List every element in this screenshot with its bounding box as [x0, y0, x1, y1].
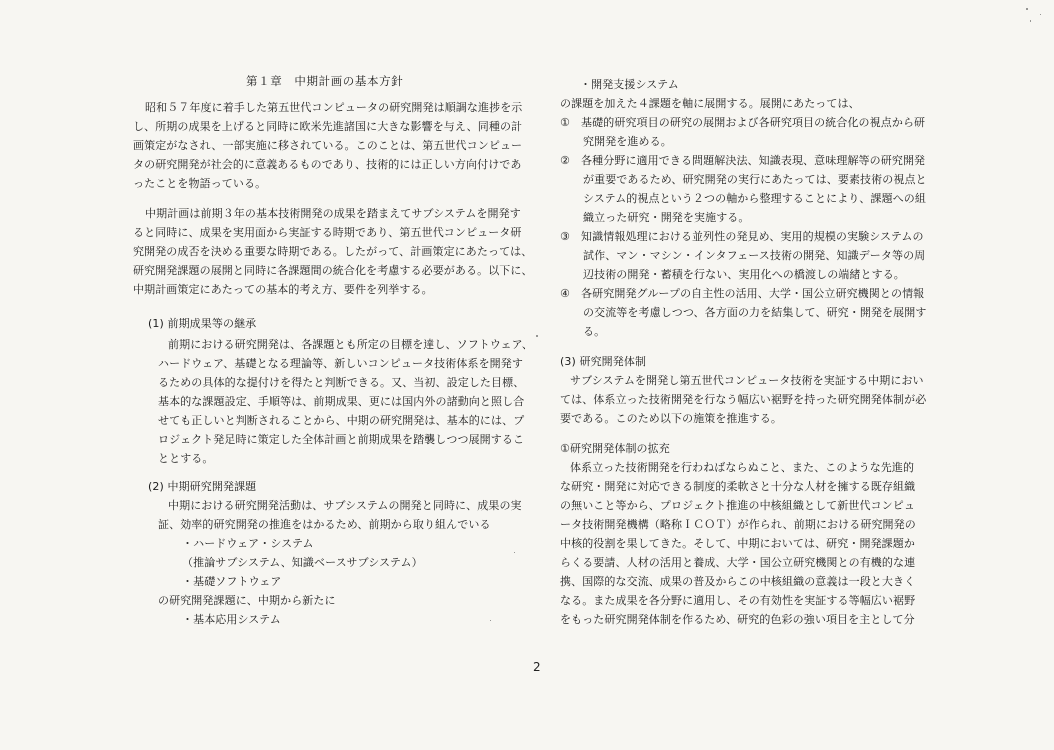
- page-number: 2: [533, 660, 541, 674]
- paragraph-line: 研究開発課題の展開と同時に各課題間の統合化を考慮する必要がある。以下に、: [133, 264, 533, 277]
- paragraph-line: し、所期の成果を上げると同時に欧米先進諸国に大きな影響を与え、同種の計: [133, 120, 523, 133]
- paragraph-line: の課題を加えた４課題を軸に展開する。展開にあたっては、: [560, 97, 860, 110]
- numbered-item: ② 各種分野に適用できる問題解決法、知識表現、意味理解等の研究開発: [560, 154, 926, 167]
- scan-speck: [536, 335, 538, 337]
- paragraph-line: の交流等を考慮しつつ、各方面の力を結集して、研究・開発を展開す: [583, 306, 927, 319]
- list-item: ・ハードウェア・システム: [182, 537, 314, 550]
- paragraph-line: 中期計画は前期３年の基本技術開発の成果を踏まえてサブシステムを開発す: [145, 207, 521, 220]
- subsection-heading: ①研究開発体制の拡充: [560, 442, 670, 455]
- scan-speck: [514, 552, 515, 553]
- paragraph-line: 中核的役割を果してきた。そして、中期においては、研究・開発課題か: [560, 537, 915, 550]
- numbered-item: ③ 知識情報処理における並列性の発見め、実用的規模の実験システムの: [560, 230, 924, 243]
- paragraph-line: ータ技術開発機構（略称ＩＣＯＴ）が作られ、前期における研究開発の: [560, 518, 916, 531]
- scan-speck: [1026, 8, 1028, 10]
- paragraph-line: 前期における研究開発は、各課題とも所定の目標を達し、ソフトウェア、: [168, 338, 533, 351]
- numbered-item: ① 基礎的研究項目の研究の展開および各研究項目の統合化の視点から研: [560, 116, 926, 129]
- list-item: （推論サブシステム、知識ベースサブシステム）: [182, 556, 423, 569]
- paragraph-line: ハードウェア、基礎となる理論等、新しいコンピュータ技術体系を開発す: [158, 357, 523, 370]
- paragraph-line: せても正しいと判断されることから、中期の研究開発は、基本的には、プ: [158, 414, 525, 427]
- section-heading: (3) 研究開発体制: [560, 355, 647, 368]
- section-heading: (2) 中期研究開発課題: [148, 480, 257, 493]
- paragraph-line: るための具体的な提付けを得たと判断できる。又、当初、設定した目標、: [158, 376, 525, 389]
- paragraph-line: ロジェクト発足時に策定した全体計画と前期成果を踏襲しつつ展開するこ: [158, 433, 525, 446]
- paragraph-line: ととする。: [158, 452, 214, 465]
- paragraph-line: をもった研究開発体制を作るため、研究的色彩の強い項目を主として分: [560, 613, 915, 626]
- paragraph-line: 究開発を進める。: [583, 135, 672, 148]
- scan-speck: [1030, 20, 1031, 22]
- paragraph-line: 中期における研究開発活動は、サブシステムの開発と同時に、成果の実: [168, 499, 522, 512]
- paragraph-line: 要である。このため以下の施策を推進する。: [560, 412, 782, 425]
- chapter-title: 第１章 中期計画の基本方針: [246, 74, 404, 88]
- paragraph-line: 体系立った技術開発を行わねばならぬこと、また、このような先進的: [570, 461, 915, 474]
- paragraph-line: 究開発の成否を決める重要な時期である。したがって、計画策定にあたっては、: [133, 245, 533, 258]
- paragraph-line: システム的視点という２つの軸から整理することにより、課題への組: [583, 192, 926, 205]
- paragraph-line: 画策定がなされ、一部実施に移されている。このことは、第五世代コンピュー: [133, 139, 523, 152]
- scan-speck: [490, 620, 491, 621]
- list-item: ・基本応用システム: [182, 613, 281, 626]
- paragraph-line: サブシステムを開発し第五世代コンピュータ技術を実証する中期におい: [570, 374, 924, 387]
- paragraph-line: らくる要請、人材の活用と養成、大学・国公立研究機関との有機的な連: [560, 556, 916, 569]
- paragraph-line: な研究・開発に対応できる制度的柔軟さと十分な人材を擁する既存組織: [560, 480, 916, 493]
- scan-speck: [1040, 14, 1041, 15]
- paragraph-line: 中期計画策定にあたっての基本的考え方、要件を列挙する。: [133, 283, 433, 296]
- numbered-item: ④ 各研究開発グループの自主性の活用、大学・国公立研究機関との情報: [560, 287, 925, 300]
- paragraph-line: る。: [583, 325, 606, 338]
- paragraph-line: 織立った研究・開発を実施する。: [583, 211, 750, 224]
- list-item: ・基礎ソフトウェア: [182, 575, 282, 588]
- paragraph-line: の無いこと等から、プロジェクト推進の中核組織として新世代コンピュ: [560, 499, 915, 512]
- paragraph-line: 基本的な課題設定、手順等は、前期成果、更には国内外の諸動向と照し合: [158, 395, 525, 408]
- paragraph-line: 辺技術の開発・蓄積を行ない、実用化への橋渡しの端緒とする。: [583, 268, 905, 281]
- paragraph-line: タの研究開発が社会的に意義あるものであり、技術的には正しい方向付けであ: [133, 158, 522, 171]
- paragraph-line: 試作、マン・マシン・インタフェース技術の開発、知識データ等の周: [583, 249, 926, 262]
- paragraph-line: の研究開発課題に、中期から新たに: [158, 594, 336, 607]
- paragraph-line: が重要であるため、研究開発の実行にあたっては、要素技術の視点と: [583, 173, 927, 186]
- paragraph-line: 携、国際的な交流、成果の普及からこの中核組織の意義は一段と大きく: [560, 575, 916, 588]
- paragraph-line: 昭和５７年度に着手した第五世代コンピュータの研究開発は順調な進捗を示: [145, 101, 523, 114]
- section-heading: (1) 前期成果等の継承: [148, 317, 257, 330]
- paragraph-line: ったことを物語っている。: [133, 177, 267, 190]
- list-item: ・開発支援システム: [580, 78, 679, 91]
- paragraph-line: ては、体系立った技術開発を行なう幅広い裾野を持った研究開発体制が必: [560, 393, 927, 406]
- paragraph-line: なる。また成果を各分野に適用し、その有効性を実証する等幅広い裾野: [560, 594, 916, 607]
- paragraph-line: 証、効率的研究開発の推進をはかるため、前期から取り組んでいる: [158, 518, 491, 531]
- paragraph-line: ると同時に、成果を実用面から実証する時期であり、第五世代コンピュータ研: [133, 226, 522, 239]
